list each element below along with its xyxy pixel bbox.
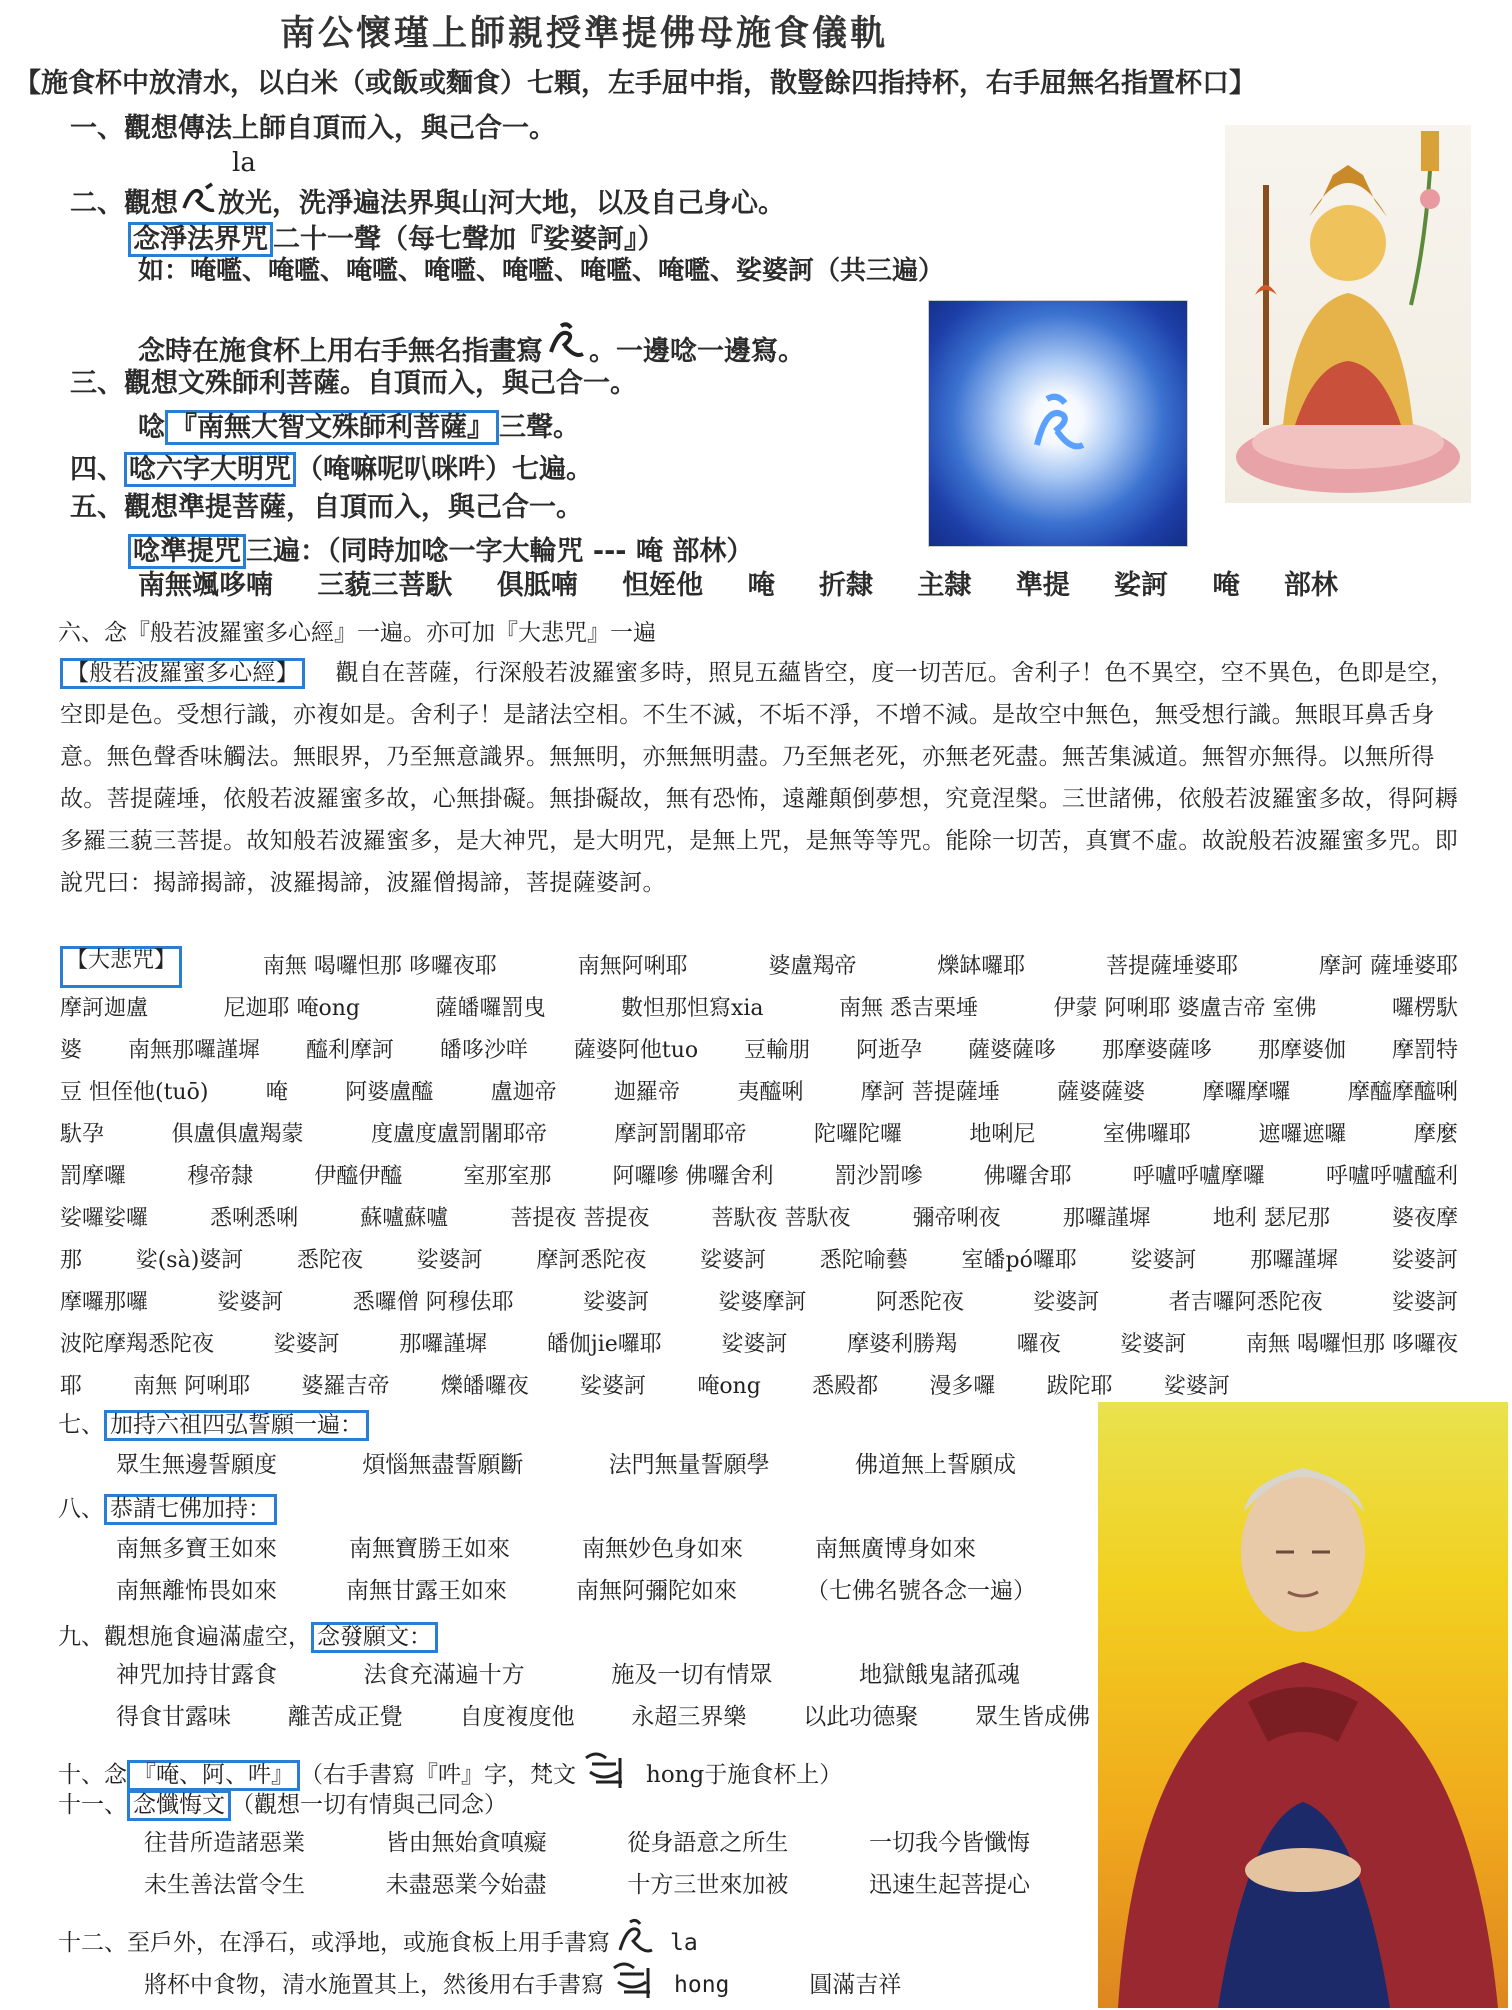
text-segment: 罰摩囉: [60, 1164, 127, 1189]
text-segment: 盧迦帝: [490, 1080, 557, 1105]
text-segment: 婆盧羯帝: [768, 954, 857, 979]
text-segment: 耶: [60, 1374, 83, 1399]
text-segment: 菩提薩埵婆耶: [1106, 954, 1239, 979]
text-segment: 室那室那: [463, 1164, 552, 1189]
step-2: [70, 182, 785, 217]
text-segment: 那囉謹墀: [1062, 1206, 1151, 1231]
text-segment: 豆 怛侄他(tuō): [60, 1080, 209, 1105]
text-segment: 以此功德聚: [803, 1704, 919, 1730]
text-segment: 娑婆訶: [1391, 1290, 1458, 1315]
step-11: [58, 1790, 507, 1821]
highlight-box-heart-sutra: 【般若波羅蜜多心經】: [60, 658, 305, 689]
text-segment: 神咒加持甘露食: [116, 1662, 277, 1688]
highlight-box-purify: 念淨法界咒: [128, 222, 273, 257]
text-segment: 尼迦耶 唵ong: [223, 996, 360, 1021]
text-segment: 夷醯唎: [737, 1080, 804, 1105]
ram-syllable-icon: [543, 322, 589, 358]
text-segment: 十、念: [58, 1762, 127, 1788]
text-segment: 悉陀喻藝: [819, 1248, 908, 1273]
mantra-word: 準提: [1015, 570, 1070, 601]
text-segment: 放光，洗淨遍法界與山河大地，以及自己身心。: [218, 188, 785, 219]
step-2-write: [138, 322, 805, 365]
text-segment: 摩訶 薩埵婆耶: [1318, 954, 1458, 979]
text-segment: 娑婆訶: [1130, 1248, 1197, 1273]
text-segment: 四、: [70, 454, 124, 485]
mantra-word: 唵: [747, 570, 775, 601]
text-segment: 法食充滿遍十方: [363, 1662, 525, 1688]
text-segment: 九、觀想施食遍滿虛空，: [58, 1624, 311, 1650]
text-segment: 娑婆訶: [700, 1248, 767, 1273]
text-segment: 唵ong: [697, 1374, 761, 1399]
step-12: [58, 1916, 698, 1956]
text-segment: 皆由無始貪嗔癡: [385, 1830, 547, 1856]
step-9: [58, 1622, 438, 1653]
text-segment: 從身語意之所生: [627, 1830, 789, 1856]
highlight-box-great-compassion: 【大悲咒】: [60, 946, 182, 988]
text-segment: 摩囉摩囉: [1202, 1080, 1291, 1105]
mantra-word: 唵: [1212, 570, 1240, 601]
text-segment: 唵: [265, 1080, 288, 1105]
text-segment: 摩麼: [1413, 1122, 1458, 1147]
text-segment: 十方三世來加被: [627, 1872, 789, 1898]
text-segment: 者吉囉阿悉陀夜: [1168, 1290, 1323, 1315]
text-segment: 悉殿都: [812, 1374, 879, 1399]
highlight-box-seven-buddhas: 恭請七佛加持：: [104, 1494, 277, 1525]
text-segment: 未生善法當令生: [144, 1872, 305, 1898]
text-segment: 陀囉陀囉: [813, 1122, 902, 1147]
text-segment: 呼嚧呼嚧摩囉: [1132, 1164, 1265, 1189]
mantra-word: 南無颯哆喃: [138, 570, 273, 601]
text-segment: 一切我今皆懺悔: [868, 1830, 1030, 1856]
text-segment: 娑婆訶: [273, 1332, 340, 1357]
text-segment: 八、: [58, 1496, 104, 1522]
great-compassion-mantra: [60, 946, 1458, 1408]
step-10: [58, 1748, 842, 1791]
hum-syllable-icon: [576, 1748, 646, 1788]
text-segment: 地唎尼: [969, 1122, 1036, 1147]
text-segment: 醯利摩訶: [305, 1038, 394, 1063]
text-segment: 彌帝唎夜: [912, 1206, 1001, 1231]
mantra-line: [60, 1282, 1458, 1324]
text-segment: 菩馱夜 菩馱夜: [711, 1206, 851, 1231]
mantra-line: [60, 1240, 1458, 1282]
step-3-recite: [138, 410, 580, 445]
text-segment: 悉陀夜: [296, 1248, 363, 1273]
text-segment: 娑囉娑囉: [60, 1206, 149, 1231]
text-segment: 摩訶悉陀夜: [536, 1248, 647, 1273]
text-segment: 南無寶勝王如來: [349, 1536, 510, 1562]
text-segment: 南無多寶王如來: [116, 1536, 277, 1562]
text-segment: 迦羅帝: [613, 1080, 680, 1105]
text-segment: 三聲。: [499, 412, 580, 443]
text-segment: 離苦成正覺: [287, 1704, 403, 1730]
mantra-line: [60, 1366, 1230, 1408]
text-segment: （觀想一切有情與己同念）: [231, 1792, 507, 1818]
la-syllable-icon: [178, 182, 218, 212]
highlight-box-vow-text: 念發願文：: [311, 1622, 438, 1653]
text-segment: 娑婆訶: [416, 1248, 483, 1273]
text-segment: 婆: [60, 1038, 83, 1063]
text-segment: 婆夜摩: [1391, 1206, 1458, 1231]
text-segment: hong于施食杯上）: [646, 1762, 843, 1788]
highlight-box-cundi: 唸準提咒: [128, 534, 246, 569]
text-segment: 娑婆訶: [1033, 1290, 1100, 1315]
text-segment: la: [670, 1930, 698, 1956]
text-segment: 摩囉那囉: [60, 1290, 149, 1315]
text-segment: 娑婆訶: [583, 1290, 650, 1315]
text-segment: 罰沙罰嘇: [834, 1164, 923, 1189]
hum-syllable-small-icon: [604, 1958, 674, 1998]
text-segment: 悉唎悉唎: [210, 1206, 299, 1231]
text-segment: 伊蒙 阿唎耶 婆盧吉帝 室佛: [1053, 996, 1317, 1021]
text-segment: 娑(sà)婆訶: [135, 1248, 244, 1273]
mantra-line: [60, 1072, 1458, 1114]
text-segment: 那囉謹墀: [1250, 1248, 1339, 1273]
text-segment: 娑婆訶: [1120, 1332, 1187, 1357]
text-segment: 娑婆摩訶: [718, 1290, 807, 1315]
page-title: 南公懷瑾上師親授準提佛母施食儀軌: [280, 14, 889, 54]
text-segment: 娑婆訶: [721, 1332, 788, 1357]
blue-light-syllable-image: [928, 300, 1188, 547]
text-segment: （唵嘛呢叭咪吽）七遍。: [296, 454, 593, 485]
text-segment: 娑婆訶: [217, 1290, 284, 1315]
text-segment: 囉楞馱: [1391, 996, 1458, 1021]
text-segment: 南無甘露王如來: [346, 1578, 507, 1604]
text-segment: （七佛名號各念一遍）: [806, 1578, 1036, 1604]
text-segment: 十一、: [58, 1792, 127, 1818]
text-segment: 阿囉嘇 佛囉舍利: [612, 1164, 774, 1189]
text-segment: 馱孕: [60, 1122, 105, 1147]
ram-syllable-glowing-icon: [1017, 385, 1097, 465]
text-segment: 唸: [138, 412, 165, 443]
text-segment: 呼嚧呼嚧醯利: [1325, 1164, 1458, 1189]
text-segment: 摩罰特: [1391, 1038, 1458, 1063]
text-segment: 南無 喝囉怛那 哆囉夜耶: [262, 954, 497, 979]
la-label: la: [232, 148, 256, 178]
text-segment: 將杯中食物，清水施置其上，然後用右手書寫: [144, 1972, 604, 1998]
text-segment: 施及一切有情眾: [611, 1662, 773, 1688]
text-segment: 念時在施食杯上用右手無名指畫寫: [138, 336, 543, 367]
text-segment: 穆帝隸: [187, 1164, 254, 1189]
text-segment: 悉囉僧 阿穆佉耶: [352, 1290, 514, 1315]
highlight-box-four-vows: 加持六祖四弘誓願一遍：: [104, 1410, 369, 1441]
text-segment: 薩婆阿他tuo: [573, 1038, 699, 1063]
text-segment: 煩惱無盡誓願斷: [362, 1452, 524, 1478]
text-segment: 薩婆薩哆: [968, 1038, 1057, 1063]
text-segment: 薩皤囉罰曳: [435, 996, 546, 1021]
text-segment: 二、觀想: [70, 188, 178, 219]
text-segment: 三遍：（同時加唸一字大輪咒 --- 唵 部林）: [246, 536, 754, 567]
step-6: 六、念『般若波羅蜜多心經』一遍。亦可加『大悲咒』一遍: [58, 620, 656, 646]
text-segment: 南無 阿唎耶: [133, 1374, 251, 1399]
text-segment: 遮囉遮囉: [1258, 1122, 1347, 1147]
text-segment: 南無 悉吉栗埵: [839, 996, 979, 1021]
text-segment: 法門無量誓願學: [608, 1452, 770, 1478]
repentance-row-1: [144, 1832, 1030, 1855]
mantra-word: 折隸: [818, 570, 873, 601]
text-segment: 迅速生起菩提心: [868, 1872, 1030, 1898]
text-segment: 波陀摩羯悉陀夜: [60, 1332, 215, 1357]
four-vows-row: [116, 1454, 1016, 1477]
heart-sutra-text: 觀自在菩薩，行深般若波羅蜜多時，照見五蘊皆空，度一切苦厄。舍利子！色不異空，空不異色，色即是空，空即是色。受想行識，亦複如是。舍利子！是諸法空相。不生不滅，不垢不淨，不增不減。是故空中無色，無受想行識。無眼耳鼻舌身意。無色聲香味觸法。無眼界，乃至無意識界。無無明，亦無無明盡。乃至無老死，亦無老死盡。無苦集滅道。無智亦無得。以無所得故。菩提薩埵，依般若波羅蜜多故，心無掛礙。無掛礙故，無有恐怖，遠離顛倒夢想，究竟涅槃。三世諸佛，依般若波羅蜜多故，得阿耨多羅三藐三菩提。故知般若波羅蜜多，是大神咒，是大明咒，是無上咒，是無等等咒。能除一切苦，真實不虛。故說般若波羅蜜多咒。即說咒曰：揭諦揭諦，波羅揭諦，波羅僧揭諦，菩提薩婆訶。: [60, 660, 1458, 896]
text-segment: 未盡惡業今始盡: [385, 1872, 547, 1898]
text-segment: （右手書寫『吽』字，梵文: [300, 1762, 576, 1788]
step-3: 三、觀想文殊師利菩薩。自頂而入，與己合一。: [70, 368, 637, 399]
text-segment: 七、: [58, 1412, 104, 1438]
seven-buddhas-row-1: [116, 1538, 976, 1561]
mantra-word: 俱胝喃: [496, 570, 578, 601]
text-segment: hong: [674, 1972, 730, 1998]
text-segment: 南無 喝囉怛那 哆囉夜: [1246, 1332, 1458, 1357]
ram-syllable-small-icon: [610, 1916, 670, 1956]
text-segment: 娑婆訶: [1163, 1374, 1230, 1399]
text-segment: 摩醯摩醯唎: [1347, 1080, 1458, 1105]
text-segment: 南無阿彌陀如來: [576, 1578, 737, 1604]
mantra-line: [60, 946, 1458, 988]
text-segment: 阿悉陀夜: [875, 1290, 964, 1315]
text-segment: 二十一聲（每七聲加『娑婆訶』）: [273, 224, 665, 255]
text-segment: 囉夜: [1016, 1332, 1061, 1357]
text-segment: 佛道無上誓願成: [854, 1452, 1016, 1478]
step-7: [58, 1410, 369, 1441]
closing-blessing: 圓滿吉祥: [809, 1972, 902, 1998]
mantra-line: [60, 1030, 1458, 1072]
highlight-box-om-ah-hum: 『唵、阿、吽』: [127, 1760, 300, 1791]
heart-sutra-paragraph: [60, 652, 1458, 904]
step-8: [58, 1494, 277, 1525]
mantra-line: [60, 1114, 1458, 1156]
mantra-word: 怛姪他: [622, 570, 704, 601]
text-segment: 娑婆訶: [580, 1374, 647, 1399]
text-segment: 南無阿唎耶: [577, 954, 688, 979]
master-portrait-photo: [1098, 1402, 1508, 2008]
text-segment: 得食甘露味: [116, 1704, 231, 1730]
text-segment: 摩訶 菩提薩埵: [860, 1080, 1000, 1105]
seven-buddhas-row-2: [116, 1580, 1036, 1603]
text-segment: 摩訶罰闍耶帝: [614, 1122, 747, 1147]
vow-row-2: [116, 1706, 1090, 1729]
mantra-line: [60, 1156, 1458, 1198]
mantra-word: 部林: [1283, 570, 1338, 601]
text-segment: 南無離怖畏如來: [116, 1578, 277, 1604]
text-segment: 摩婆利勝羯: [847, 1332, 958, 1357]
text-segment: 那: [60, 1248, 83, 1273]
text-segment: 度盧度盧罰闍耶帝: [370, 1122, 547, 1147]
text-segment: 室佛囉耶: [1102, 1122, 1191, 1147]
text-segment: 婆羅吉帝: [301, 1374, 390, 1399]
highlight-box-manjushri: 『南無大智文殊師利菩薩』: [165, 410, 499, 445]
step-2-recite: [128, 222, 665, 257]
text-segment: 薩婆薩婆: [1057, 1080, 1146, 1105]
text-segment: 蘇嚧蘇嚧: [360, 1206, 449, 1231]
mantra-word: 三藐三菩馱: [317, 570, 453, 601]
text-segment: 跋陀耶: [1046, 1374, 1113, 1399]
highlight-box-repentance: 念懺悔文: [127, 1790, 231, 1821]
mantra-line: [60, 1324, 1458, 1366]
text-segment: 爍皤囉夜: [440, 1374, 529, 1399]
highlight-box-six-syllable: 唸六字大明咒: [124, 452, 296, 487]
text-segment: 南無妙色身如來: [582, 1536, 743, 1562]
header-note: 【施食杯中放清水，以白米（或飯或麵食）七顆，左手屈中指，散豎餘四指持杯，右手屈無名指置杯口】: [14, 68, 1256, 99]
text-segment: 永超三界樂: [631, 1704, 747, 1730]
text-segment: 那摩婆伽: [1257, 1038, 1346, 1063]
text-segment: 佛囉舍耶: [983, 1164, 1072, 1189]
vow-row-1: [116, 1664, 1020, 1687]
mantra-line: [60, 1198, 1458, 1240]
text-segment: 阿婆盧醯: [345, 1080, 434, 1105]
text-segment: 娑婆訶: [1391, 1248, 1458, 1273]
text-segment: 爍缽囉耶: [937, 954, 1026, 979]
text-segment: 摩訶迦盧: [60, 996, 149, 1021]
mantra-word: 娑訶: [1114, 570, 1169, 601]
text-segment: 往昔所造諸惡業: [144, 1830, 305, 1856]
text-segment: 漫多囉: [929, 1374, 996, 1399]
text-segment: 南無廣博身如來: [815, 1536, 976, 1562]
text-segment: 地獄餓鬼諸孤魂: [858, 1662, 1020, 1688]
step-5-recite: [128, 534, 753, 569]
step-12-line-2: [144, 1958, 901, 1998]
text-segment: 伊醯伊醯: [314, 1164, 403, 1189]
text-segment: 自度複度他: [459, 1704, 575, 1730]
text-segment: 那囉謹墀: [399, 1332, 488, 1357]
text-segment: 眾生皆成佛: [974, 1704, 1090, 1730]
text-segment: 十二、至戶外，在淨石，或淨地，或施食板上用手書寫: [58, 1930, 610, 1956]
text-segment: 室皤pó囉耶: [961, 1248, 1077, 1273]
cundi-deity-painting: [1225, 125, 1471, 503]
text-segment: 皤哆沙咩: [439, 1038, 528, 1063]
text-segment: 數怛那怛寫xia: [620, 996, 764, 1021]
text-segment: 皤伽jie囉耶: [546, 1332, 662, 1357]
text-segment: 豆輸朋: [744, 1038, 811, 1063]
text-segment: 。一邊唸一邊寫。: [589, 336, 805, 367]
text-segment: 地利 瑟尼那: [1212, 1206, 1330, 1231]
repentance-row-2: [144, 1874, 1030, 1897]
text-segment: 那摩婆薩哆: [1102, 1038, 1213, 1063]
text-segment: 菩提夜 菩提夜: [510, 1206, 650, 1231]
text-segment: 阿逝孕: [856, 1038, 923, 1063]
text-segment: 眾生無邊誓願度: [116, 1452, 277, 1478]
text-segment: 俱盧俱盧羯蒙: [171, 1122, 304, 1147]
step-1: 一、觀想傳法上師自頂而入，與己合一。: [70, 113, 556, 144]
mantra-word: 主隸: [917, 570, 972, 601]
mantra-line: [60, 988, 1458, 1030]
step-4: [70, 452, 593, 487]
step-2-example: 如：唵嚂、唵嚂、唵嚂、唵嚂、唵嚂、唵嚂、唵嚂、娑婆訶（共三遍）: [138, 256, 945, 286]
step-5: 五、觀想準提菩薩，自頂而入，與己合一。: [70, 492, 583, 523]
text-segment: 南無那囉謹墀: [127, 1038, 260, 1063]
cundi-mantra-row: [138, 572, 1338, 599]
